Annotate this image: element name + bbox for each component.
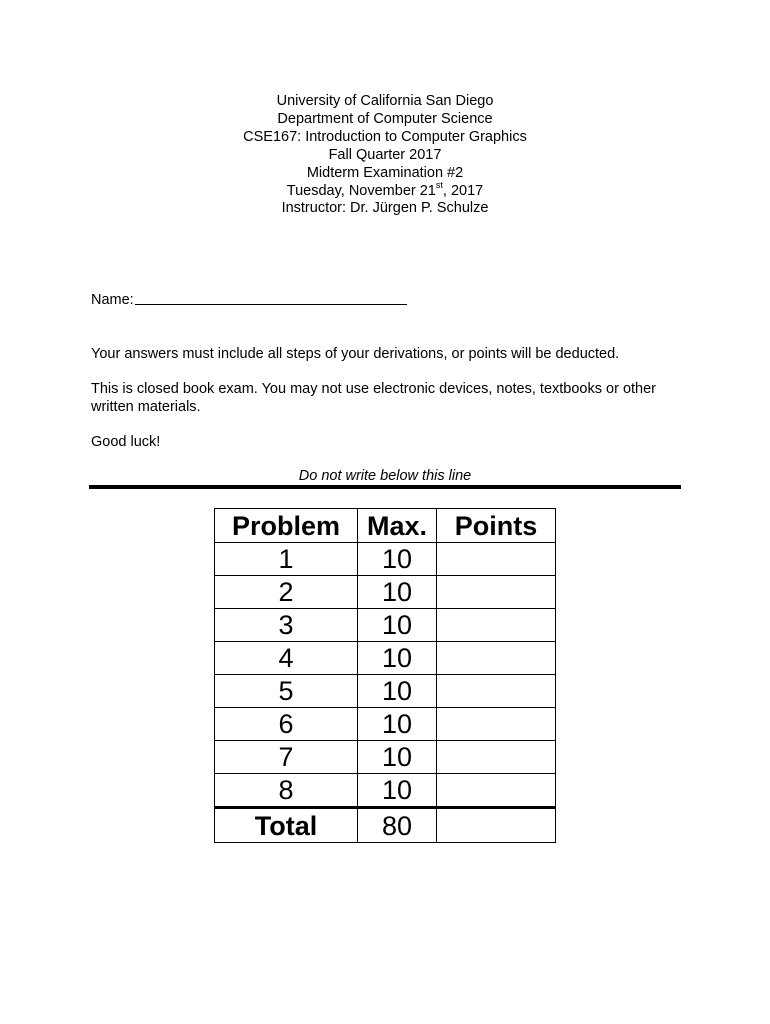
table-row bbox=[215, 543, 556, 576]
points-cell[interactable] bbox=[437, 543, 556, 576]
instruction-good-luck: Good luck! bbox=[91, 434, 161, 450]
table-row bbox=[215, 774, 556, 808]
total-row bbox=[215, 808, 556, 843]
max-points: 10 bbox=[358, 543, 437, 576]
total-max: 80 bbox=[358, 808, 437, 843]
problem-number: 6 bbox=[215, 708, 358, 741]
exam-header bbox=[0, 93, 770, 218]
table-row bbox=[215, 609, 556, 642]
max-points: 10 bbox=[358, 642, 437, 675]
exam-date-ordinal: st bbox=[435, 179, 443, 190]
exam-title: Midterm Examination #2 bbox=[306, 164, 464, 181]
max-points: 10 bbox=[358, 675, 437, 708]
max-points: 10 bbox=[358, 741, 437, 774]
problem-number: 3 bbox=[215, 609, 358, 642]
problem-number: 8 bbox=[215, 774, 358, 808]
term: Fall Quarter 2017 bbox=[328, 146, 442, 163]
max-points: 10 bbox=[358, 576, 437, 609]
max-points: 10 bbox=[358, 708, 437, 741]
points-cell[interactable] bbox=[437, 708, 556, 741]
header-points: Points bbox=[437, 509, 556, 543]
instruction-closed-book: This is closed book exam. You may not use electronic devices, notes, textbooks or other written materials. bbox=[91, 381, 656, 415]
instructor: Instructor: Dr. Jürgen P. Schulze bbox=[281, 200, 489, 217]
score-table-header bbox=[215, 509, 556, 543]
problem-number: 7 bbox=[215, 741, 358, 774]
divider-line bbox=[89, 485, 681, 489]
problem-number: 4 bbox=[215, 642, 358, 675]
problem-number: 2 bbox=[215, 576, 358, 609]
score-table bbox=[214, 508, 556, 843]
max-points: 10 bbox=[358, 774, 437, 808]
points-cell[interactable] bbox=[437, 609, 556, 642]
problem-number: 1 bbox=[215, 543, 358, 576]
exam-date-year: , 2017 bbox=[442, 182, 484, 199]
table-row bbox=[215, 576, 556, 609]
max-points: 10 bbox=[358, 609, 437, 642]
exam-date bbox=[0, 179, 770, 201]
name-label: Name: bbox=[91, 292, 134, 308]
department-name: Department of Computer Science bbox=[277, 110, 493, 127]
table-row bbox=[215, 642, 556, 675]
divider-label: Do not write below this line bbox=[298, 468, 472, 484]
table-row bbox=[215, 708, 556, 741]
points-cell[interactable] bbox=[437, 675, 556, 708]
table-row bbox=[215, 741, 556, 774]
points-cell[interactable] bbox=[437, 642, 556, 675]
total-points-cell[interactable] bbox=[437, 808, 556, 843]
name-blank-line[interactable] bbox=[135, 290, 407, 305]
total-label: Total bbox=[215, 808, 358, 843]
points-cell[interactable] bbox=[437, 576, 556, 609]
header-max: Max. bbox=[358, 509, 437, 543]
name-field-row bbox=[91, 290, 407, 308]
points-cell[interactable] bbox=[437, 741, 556, 774]
university-name: University of California San Diego bbox=[276, 93, 494, 109]
instruction-derivations: Your answers must include all steps of your derivations, or points will be deducted. bbox=[91, 346, 620, 362]
course-title: CSE167: Introduction to Computer Graphics bbox=[243, 128, 527, 145]
exam-date-prefix: Tuesday, November 21 bbox=[286, 182, 436, 199]
points-cell[interactable] bbox=[437, 774, 556, 808]
problem-number: 5 bbox=[215, 675, 358, 708]
table-row bbox=[215, 675, 556, 708]
header-problem: Problem bbox=[215, 509, 358, 543]
